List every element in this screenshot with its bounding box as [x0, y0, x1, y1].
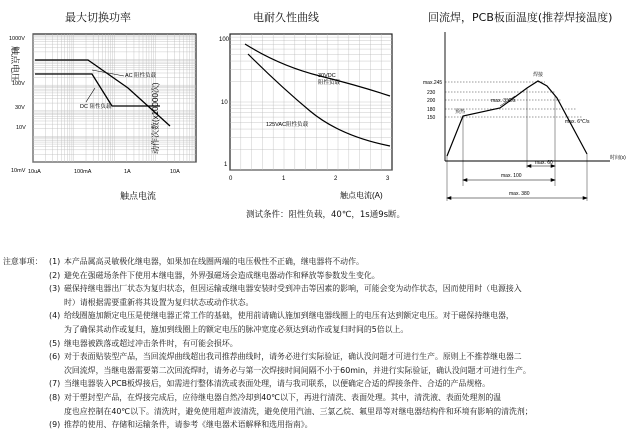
note-line: 继电器被跌落或超过冲击条件时，有可能会损坏。 [64, 338, 238, 348]
max-switching-power-chart [0, 26, 200, 226]
reflow-profile-chart [405, 26, 642, 236]
chart1-ytick-30: 30V [15, 105, 25, 111]
chart1-ylabel: 触点电压 [10, 46, 20, 83]
chart3-title: 回流焊，PCB板面温度(推荐焊接温度) [428, 11, 613, 24]
chart1-xtick-10A: 10A [170, 169, 180, 175]
chart1-ytick-10: 10V [16, 125, 26, 131]
chart2-title: 电耐久性曲线 [253, 11, 319, 24]
reflow-preheat-label: 预热 [455, 109, 466, 115]
reflow-dur-380: max. 380 [509, 191, 530, 197]
note-num: (5) [49, 338, 61, 348]
reflow-dur-60: max. 60 [535, 160, 553, 166]
notes-heading: 注意事项： [3, 257, 43, 266]
note-line: 时）请根据需要重新将其设置为复归状态或动作状态。 [64, 297, 254, 307]
note-line: 避免在强磁场条件下使用本继电器，外界强磁场会造成继电器动作和释放等参数发生变化。 [64, 270, 380, 280]
chart2-ylabel: 动作次数(x10000次) [151, 82, 160, 154]
chart2-xtick-1: 1 [282, 176, 286, 182]
reflow-y-245: max.245 [423, 80, 443, 86]
reflow-y-150: 150 [427, 115, 436, 121]
chart1-xtick-1A: 1A [124, 169, 131, 175]
reflow-peak-label: 焊接 [533, 72, 544, 78]
notes-section [0, 255, 642, 432]
note-line: 推荐的使用、存储和运输条件，请参考《继电器术语解释和选用指南》。 [64, 420, 313, 430]
note-num: (4) [49, 311, 61, 321]
note-line: 对于表面贴装型产品，当回流焊曲线超出我司推荐曲线时，请务必进行实际验证，确认没问题才可进行生产。原则上不推荐继电器二 [64, 352, 522, 362]
note-line: 次回流焊，当继电器需要第二次回流焊时，请务必与第一次焊接时间间隔不小于60min，并进行实际验证，确认没问题才可进行生产。 [64, 365, 531, 375]
chart2-xtick-3: 3 [386, 176, 390, 182]
chart1-ac-label: AC 阻性负载 [125, 73, 157, 79]
chart2-xtick-0: 0 [229, 176, 233, 182]
chart1-xtick-10uA: 10uA [28, 169, 41, 175]
note-line: 对于塑封型产品，在焊接完成后，应待继电器自然冷却到40℃以下，再进行清洗、表面处理。其中，清洗液、表面处理剂的温 [64, 392, 502, 402]
chart1-title: 最大切换功率 [65, 11, 131, 24]
note-line: 磁保持继电器出厂状态为复归状态，但因运输或继电器安装时受到冲击等因素的影响，可能会变为动作状态，因而使用时（电源接入 [64, 284, 522, 294]
note-num: (1) [49, 257, 61, 266]
reflow-y-230: 230 [427, 90, 436, 96]
chart2-dc-label: 30VDC [318, 73, 336, 79]
test-condition: 测试条件：阻性负载，40℃，1s通9s断。 [246, 210, 406, 220]
note-num: (2) [49, 270, 61, 280]
chart2-xtick-2: 2 [334, 176, 338, 182]
note-line: 度也应控制在40℃以下。清洗时，避免使用超声波清洗，避免使用汽油、三氯乙烷、氟里昂等对继电器结构件和环境有影响的清洗剂； [64, 406, 533, 416]
chart1-ymin: 10mV [11, 168, 26, 174]
chart2-ytick-1: 1 [224, 162, 228, 168]
chart2-ytick-10: 10 [221, 100, 228, 106]
chart1-dc-label: DC 阻性负载 [80, 104, 112, 110]
chart2-ac-label: 125VAC阻性负载 [266, 122, 309, 128]
note-line: 本产品属高灵敏极化继电器，如果加在线圈两端的电压极性不正确，继电器将不动作。 [64, 257, 364, 266]
reflow-time-label: 时间(s) [610, 155, 626, 161]
reflow-dur-100: max. 100 [501, 173, 522, 179]
note-line: 为了确保其动作或复归，施加到线圈上的额定电压的脉冲宽度必须达到动作或复归时间的5倍以上。 [64, 324, 409, 334]
chart2-xlabel: 触点电流(A) [340, 191, 383, 200]
note-num: (9) [49, 420, 61, 430]
chart2-ytick-100: 100 [219, 37, 230, 43]
reflow-rate1: max. 3℃/s [491, 98, 516, 104]
chart1-ytick-1000: 1000V [9, 36, 25, 42]
reflow-y-180: 180 [427, 107, 436, 113]
reflow-y-200: 200 [427, 98, 436, 104]
note-num: (8) [49, 392, 61, 402]
chart1-ytick-100: 100V [12, 81, 25, 87]
chart2-dc-sublabel: 阻性负载 [318, 80, 341, 86]
reflow-rate2: max. 6℃/s [565, 119, 590, 125]
chart1-xtick-100mA: 100mA [74, 169, 92, 175]
note-num: (3) [49, 284, 61, 294]
note-line: 当继电器装入PCB板焊接后，如需进行整体清洗或表面处理，请与我司联系，以便确定合适的焊接条件、合适的产品规格。 [64, 379, 490, 389]
note-num: (7) [49, 379, 61, 389]
note-num: (6) [49, 352, 61, 362]
note-line: 给线圈施加额定电压是使继电器正常工作的基础，使用前请确认施加到继电器线圈上的电压有达到额定电压。对于磁保持继电器， [64, 311, 514, 321]
chart1-xlabel: 触点电流 [120, 191, 157, 201]
